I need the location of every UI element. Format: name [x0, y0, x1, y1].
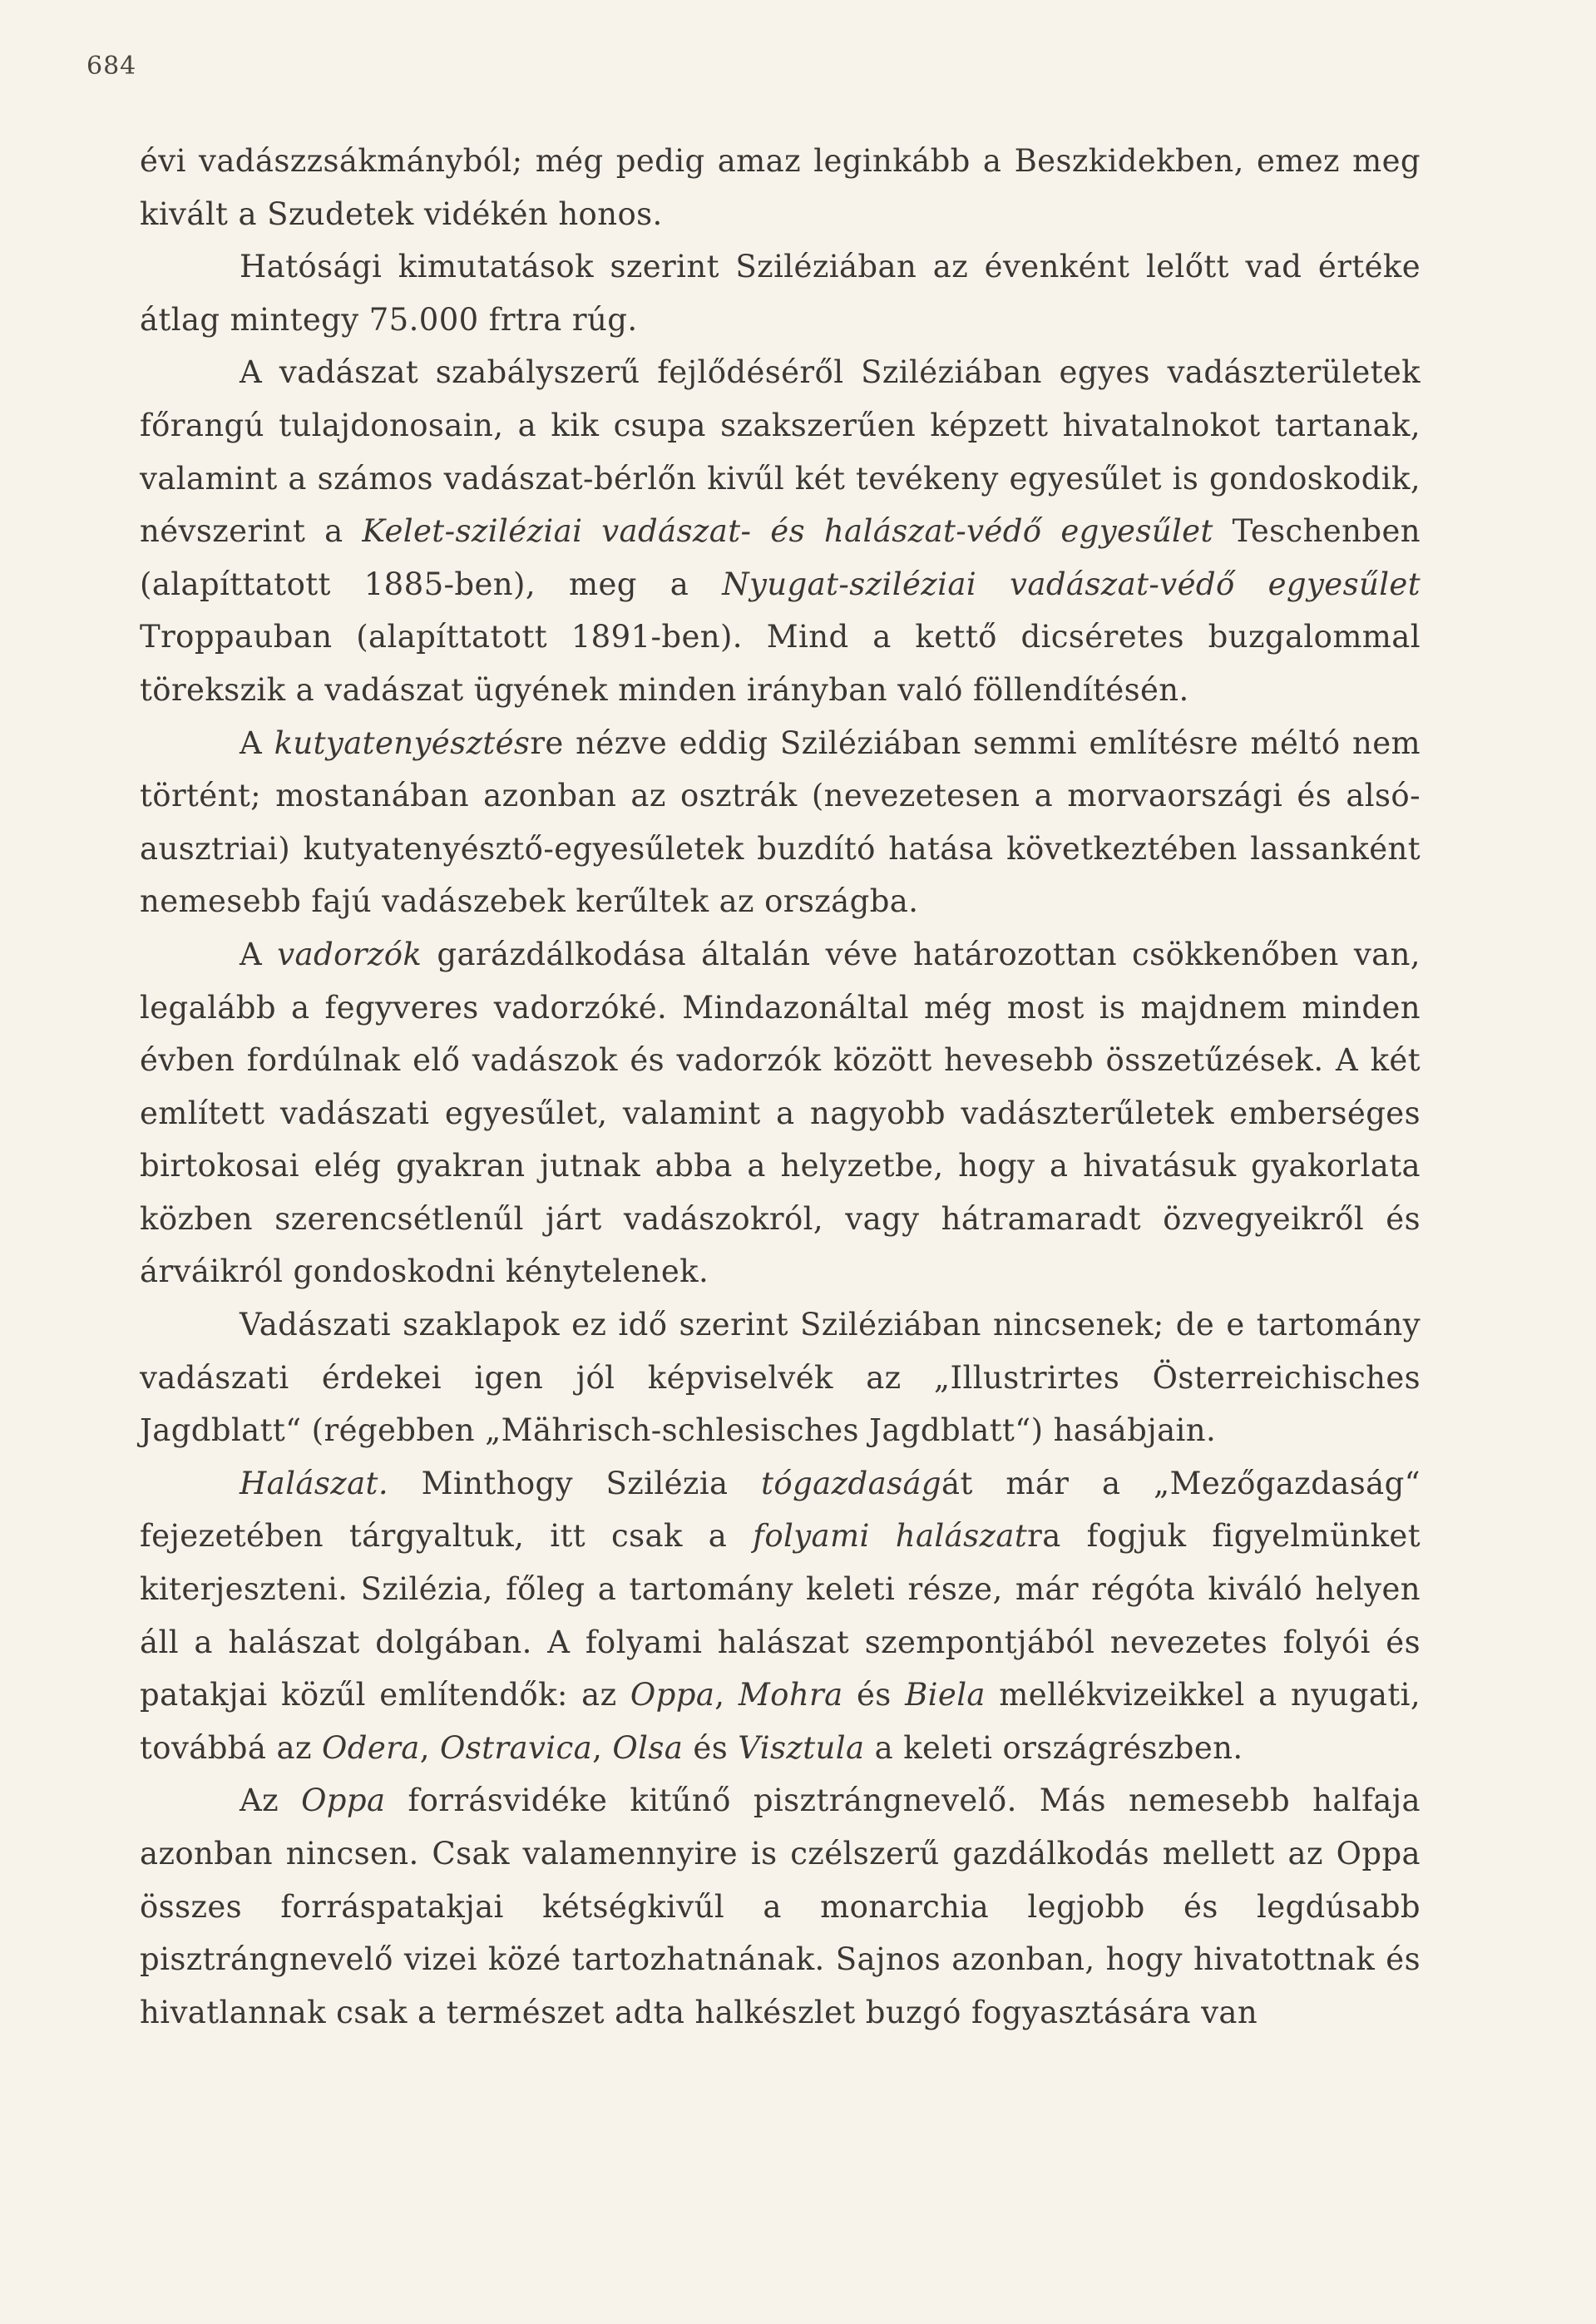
text-run: ,	[419, 1729, 441, 1766]
body-text	[140, 135, 1421, 2039]
italic-run: Nyugat-sziléziai vadászat-védő egyesűlet	[722, 566, 1421, 602]
text-run: A vadászat szabályszerű fejlődéséről Sziléziában egyes vadászterületek főrangú tulajdonosain, a kik csupa szakszerűen képzett hivatalnokot tartanak, valamint a számos vadászat-bérlőn kivűl két tevékeny egyesűlet is gondoskodik, névszerint a	[140, 354, 1421, 550]
page-number: 684	[86, 52, 137, 81]
text-run: és	[683, 1729, 739, 1766]
paragraph	[140, 135, 1421, 240]
text-run: át már a „Mezőgazdaság“ fejezetében tárgyaltuk, itt csak a	[140, 1465, 1421, 1555]
text-run: és	[842, 1677, 906, 1713]
paragraph	[140, 928, 1421, 1298]
text-run: re nézve eddig Sziléziában semmi említésre méltó nem történt; mostanában azonban az osztrák (nevezetesen a morvaországi és alsó-ausztriai) kutyatenyésztő-egyesűletek buzdító hatása következtében lassanként nemesebb fajú vadászebek kerűltek az országba.	[140, 724, 1421, 920]
text-run: évi vadászzsákmányból; még pedig amaz leginkább a Beszkidekben, emez meg kivált a Szudetek vidékén honos.	[140, 143, 1421, 232]
text-run: Az	[240, 1783, 302, 1819]
text-run: forrásvidéke kitűnő pisztrángnevelő. Más nemesebb halfaja azonban nincsen. Csak valamennyire is czélszerű gazdálkodás mellett az Oppa összes forráspatakjai kétségkivűl a monarchia legjobb és legdúsabb pisztrángnevelő vizei közé tartozhatnának. Sajnos azonban, hogy hivatottnak és hivatlannak csak a természet adta halkészlet buzgó fogyasztására van	[140, 1783, 1421, 2030]
text-run: mellékvizeikkel a nyugati, továbbá az	[140, 1677, 1421, 1766]
text-run: Teschenben (alapíttatott 1885-ben), meg a	[140, 513, 1421, 602]
italic-run: kutyatenyésztés	[274, 724, 531, 761]
text-run: ,	[592, 1729, 613, 1766]
paragraph	[140, 346, 1421, 716]
paragraph	[140, 240, 1421, 346]
text-run: a keleti országrészben.	[864, 1729, 1243, 1766]
italic-run: Oppa	[630, 1677, 715, 1713]
text-run: Minthogy Szilézia	[388, 1465, 762, 1501]
text-run: Troppauban (alapíttatott 1891-ben). Mind a kettő dicséretes buzgalommal törekszik a vadászat ügyének minden irányban való föllendítésén.	[140, 619, 1421, 708]
text-run: Vadászati szaklapok ez idő szerint Sziléziában nincsenek; de e tartomány vadászati érdekei igen jól képviselvék az „Illustrirtes Österreichisches Jagdblatt“ (régebben „Mährisch-schlesisches Jagdblatt“) hasábjain.	[140, 1307, 1421, 1449]
text-run: ,	[714, 1677, 739, 1713]
italic-run: vadorzók	[277, 936, 422, 972]
text-run: garázdálkodása általán véve határozottan csökkenőben van, legalább a fegyveres vadorzóké. Mindazonáltal még most is majdnem minden évben fordúlnak elő vadászok és vadorzók között hevesebb összetűzések. A két említett vadászati egyesűlet, valamint a nagyobb vadászterűletek emberséges birtokosai elég gyakran jutnak abba a helyzetbe, hogy a hivatásuk gyakorlata közben szerencsétlenűl járt vadászokról, vagy hátramaradt özvegyeikről és árváikról gondoskodni kénytelenek.	[140, 936, 1421, 1290]
italic-run: Ostravica	[440, 1729, 593, 1766]
italic-run: Visztula	[738, 1729, 865, 1766]
italic-run: Halászat.	[240, 1465, 388, 1501]
text-run: A	[240, 724, 274, 761]
text-run: A	[240, 936, 278, 972]
paragraph	[140, 1457, 1421, 1775]
italic-run: Olsa	[612, 1729, 684, 1766]
italic-run: Biela	[905, 1677, 986, 1713]
italic-run: Oppa	[301, 1783, 386, 1819]
paragraph	[140, 717, 1421, 928]
text-run: Hatósági kimutatások szerint Sziléziában az évenként lelőtt vad értéke átlag mintegy 75.000 frtra rúg.	[140, 249, 1421, 338]
italic-run: Kelet-sziléziai vadászat- és halászat-védő egyesűlet	[362, 513, 1213, 550]
italic-run: tógazdaság	[761, 1465, 941, 1501]
italic-run: Mohra	[738, 1677, 843, 1713]
italic-run: folyami halászat	[753, 1518, 1028, 1555]
italic-run: Odera	[322, 1729, 420, 1766]
paragraph	[140, 1774, 1421, 2039]
paragraph	[140, 1298, 1421, 1457]
text-run: ra fogjuk figyelmünket kiterjeszteni. Szilézia, főleg a tartomány keleti része, már régóta kiváló helyen áll a halászat dolgában. A folyami halászat szempontjából nevezetes folyói és patakjai közűl említendők: az	[140, 1518, 1421, 1713]
